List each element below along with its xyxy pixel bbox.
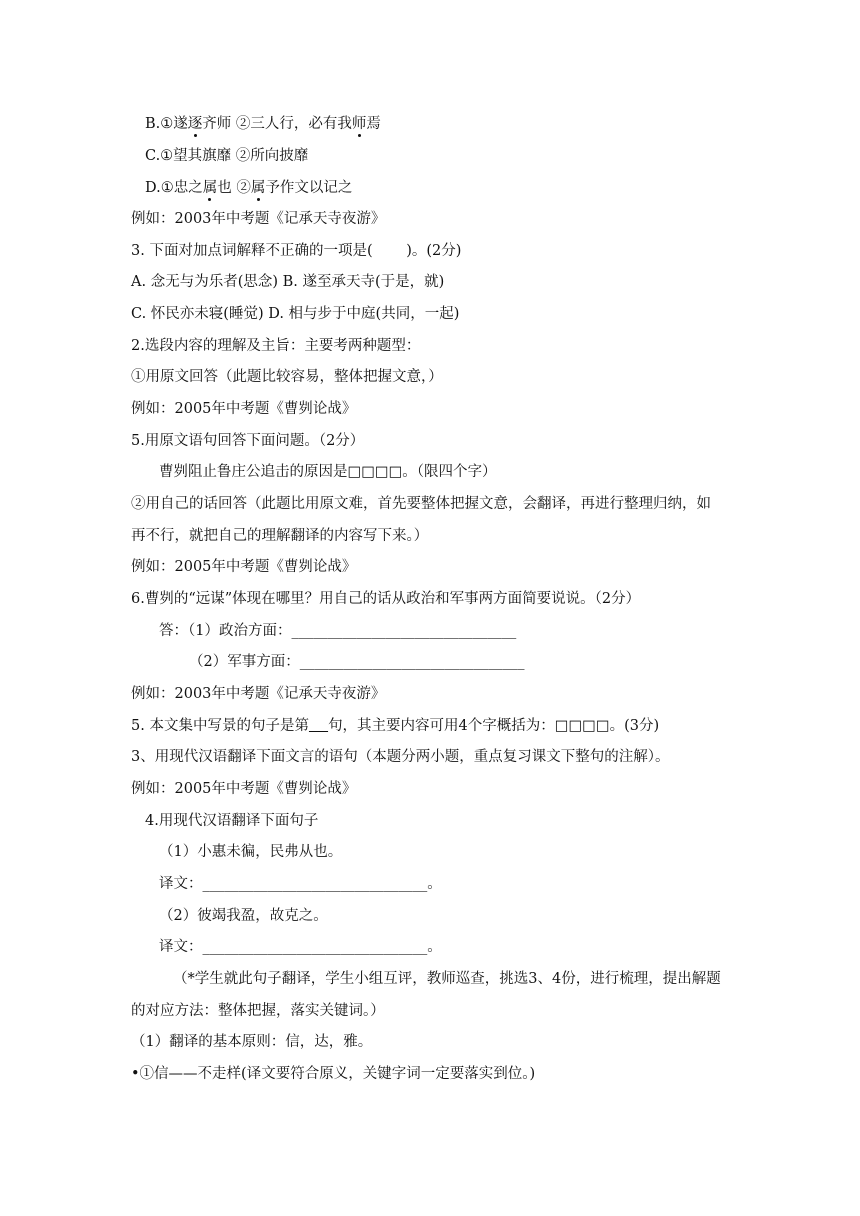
- example-line: 例如：2005年中考题《曹刿论战》: [131, 559, 357, 575]
- example-line: 例如：2005年中考题《曹刿论战》: [131, 781, 357, 797]
- text-segment: 句，其主要内容可用4个字概括为：□□□□。(3分): [328, 718, 660, 734]
- text-segment: 也 ②: [217, 180, 251, 196]
- option-d-line: [145, 178, 352, 198]
- method-line: ①用原文回答（此题比较容易，整体把握文意，）: [131, 369, 443, 385]
- text-segment: D.①忠之: [145, 180, 203, 196]
- dotted-character: 属: [250, 180, 266, 196]
- question-line: 3. 下面对加点词解释不正确的一项是( )。(2分): [131, 243, 462, 259]
- question-line: 4.用现代汉语翻译下面句子: [145, 813, 319, 829]
- teaching-note: （*学生就此句子翻译，学生小组互评，教师巡查，挑选3、4份，进行梳理，提出解题: [173, 971, 721, 987]
- answer-options-line: A. 念无与为乐者(思念) B. 遂至承天寺(于是，就): [131, 274, 445, 290]
- method-line: ②用自己的话回答（此题比用原文难，首先要整体把握文意，会翻译，再进行整理归纳，如: [131, 496, 711, 512]
- dotted-character: 师: [351, 116, 367, 132]
- teaching-note-continued: 的对应方法：整体把握，落实关键词。）: [131, 1003, 385, 1019]
- sentence-line: （2）彼竭我盈，故克之。: [159, 908, 328, 924]
- method-line-continued: 再不行，就把自己的理解翻译的内容写下来。）: [131, 528, 429, 544]
- text-segment: 齐师 ②三人行，必有我: [202, 116, 352, 132]
- question-line: 6.曹刿的“远谋”体现在哪里？用自己的话从政治和军事两方面简要说说。（2分）: [131, 591, 641, 607]
- text-segment: 予作文以记之: [265, 180, 353, 196]
- example-line: 例如：2003年中考题《记承天寺夜游》: [131, 211, 386, 227]
- question-prompt: 曹刿阻止鲁庄公追击的原因是□□□□。（限四个字）: [159, 464, 497, 480]
- question-line: [131, 716, 659, 736]
- text-segment: B.①遂: [145, 116, 188, 132]
- text-segment: 5. 本文集中写景的句子是第: [131, 718, 309, 734]
- option-c-line: C.①望其旗靡 ②所向披靡: [145, 148, 309, 164]
- answer-blank-line: （2）军事方面：_______________________________: [189, 654, 525, 670]
- answer-blank-line: 答：（1）政治方面：_______________________________: [159, 623, 517, 639]
- answer-options-line: C. 怀民亦未寝(睡觉) D. 相与步于中庭(共同，一起): [131, 306, 460, 322]
- text-segment: 焉: [366, 116, 381, 132]
- example-line: 例如：2005年中考题《曹刿论战》: [131, 401, 357, 417]
- bullet-line: •①信——不走样(译文要符合原义，关键字词一定要落实到位。): [131, 1066, 536, 1082]
- option-b-line: [145, 114, 381, 134]
- dotted-character: 属: [202, 180, 218, 196]
- dotted-character: 逐: [187, 116, 203, 132]
- section-heading: 3、用现代汉语翻译下面文言的语句（本题分两小题，重点复习课文下整句的注解）。: [131, 749, 670, 765]
- translation-blank-line: 译文：_______________________________。: [159, 876, 442, 892]
- translation-blank-line: 译文：_______________________________。: [159, 939, 442, 955]
- section-heading: 2.选段内容的理解及主旨：主要考两种题型：: [131, 338, 421, 354]
- example-line: 例如：2003年中考题《记承天寺夜游》: [131, 686, 386, 702]
- principle-line: （1）翻译的基本原则：信，达，雅。: [131, 1034, 373, 1050]
- fill-blank: [309, 718, 328, 734]
- question-line: 5.用原文语句回答下面问题。（2分）: [131, 433, 365, 449]
- sentence-line: （1）小惠未徧，民弗从也。: [159, 844, 343, 860]
